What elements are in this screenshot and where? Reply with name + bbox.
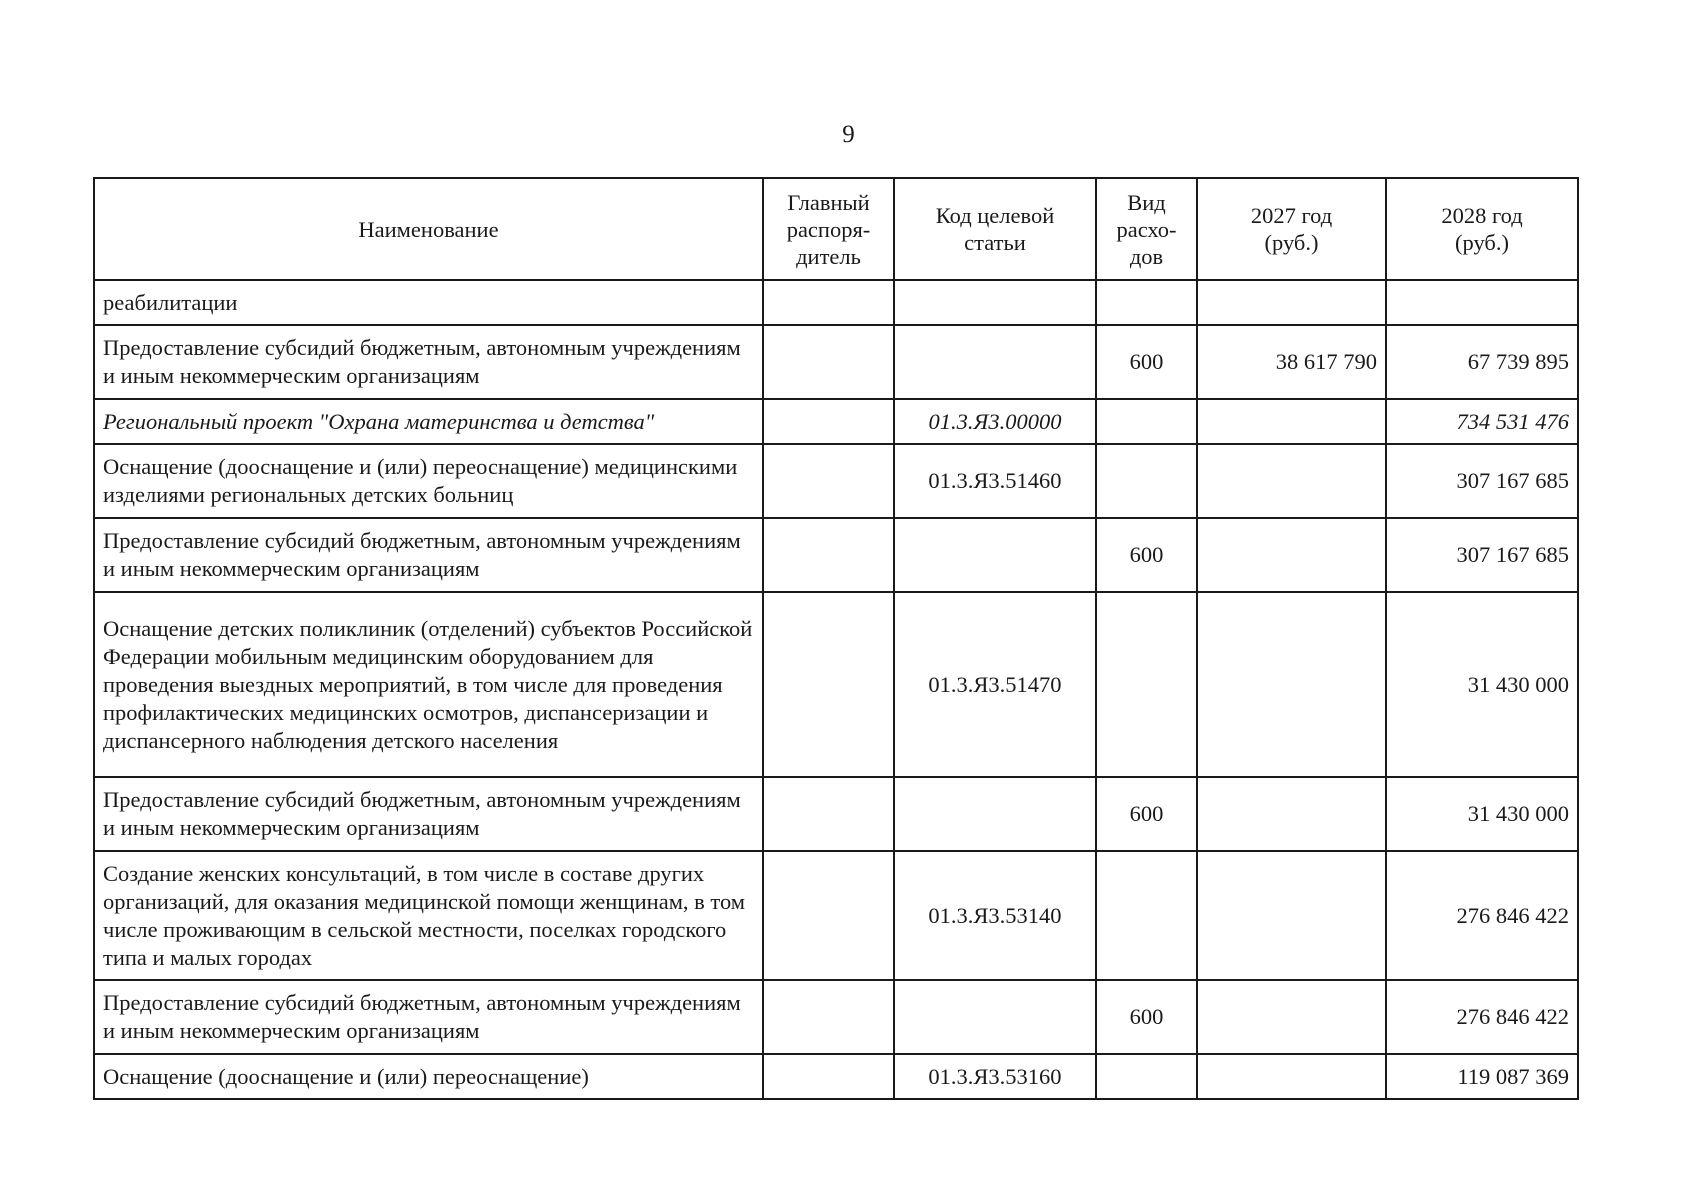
cell-2027: 38 617 790: [1197, 325, 1386, 399]
cell-2028: 276 846 422: [1386, 851, 1578, 980]
cell-2028: [1386, 280, 1578, 325]
cell-2028: 307 167 685: [1386, 444, 1578, 518]
cell-2027: [1197, 280, 1386, 325]
header-2028: 2028 год (руб.): [1386, 178, 1578, 280]
cell-code: [894, 518, 1096, 592]
cell-glavny: [763, 444, 894, 518]
cell-2028: 119 087 369: [1386, 1054, 1578, 1099]
table-row: [94, 777, 1578, 851]
cell-name: Предоставление субсидий бюджетным, автономным учреждениям и иным некоммерческим организациям: [94, 980, 763, 1054]
cell-name: реабилитации: [94, 280, 763, 325]
cell-glavny: [763, 399, 894, 444]
table-row: [94, 280, 1578, 325]
budget-table: [93, 177, 1579, 1100]
cell-glavny: [763, 518, 894, 592]
cell-name: Оснащение (дооснащение и (или) переоснащение) медицинскими изделиями региональных детских больниц: [94, 444, 763, 518]
cell-vid: 600: [1096, 980, 1197, 1054]
cell-code: [894, 325, 1096, 399]
header-2027: 2027 год (руб.): [1197, 178, 1386, 280]
cell-name: Предоставление субсидий бюджетным, автономным учреждениям и иным некоммерческим организациям: [94, 777, 763, 851]
header-glavny: Главный распоря- дитель: [763, 178, 894, 280]
cell-name: Оснащение (дооснащение и (или) переоснащение): [94, 1054, 763, 1099]
cell-2028: 307 167 685: [1386, 518, 1578, 592]
cell-vid: [1096, 399, 1197, 444]
cell-vid: 600: [1096, 325, 1197, 399]
table-row: [94, 980, 1578, 1054]
table-header-row: [94, 178, 1578, 280]
cell-name: Региональный проект "Охрана материнства и детства": [94, 399, 763, 444]
cell-2027: [1197, 851, 1386, 980]
cell-2028: 734 531 476: [1386, 399, 1578, 444]
cell-vid: 600: [1096, 518, 1197, 592]
cell-vid: [1096, 444, 1197, 518]
cell-2028: 31 430 000: [1386, 777, 1578, 851]
cell-glavny: [763, 280, 894, 325]
cell-2027: [1197, 444, 1386, 518]
table-row: [94, 1054, 1578, 1099]
cell-name: Предоставление субсидий бюджетным, автономным учреждениям и иным некоммерческим организациям: [94, 518, 763, 592]
table-row: [94, 851, 1578, 980]
cell-glavny: [763, 777, 894, 851]
cell-code: 01.3.Я3.53160: [894, 1054, 1096, 1099]
cell-2027: [1197, 980, 1386, 1054]
cell-glavny: [763, 592, 894, 777]
cell-2028: 67 739 895: [1386, 325, 1578, 399]
page-number: 9: [842, 121, 855, 148]
cell-name: Предоставление субсидий бюджетным, автономным учреждениям и иным некоммерческим организациям: [94, 325, 763, 399]
cell-vid: 600: [1096, 777, 1197, 851]
cell-code: [894, 980, 1096, 1054]
header-vid: Вид расхо- дов: [1096, 178, 1197, 280]
cell-vid: [1096, 851, 1197, 980]
table-row: [94, 399, 1578, 444]
table-row: [94, 592, 1578, 777]
cell-name: Создание женских консультаций, в том числе в составе других организаций, для оказания медицинской помощи женщинам, в том числе проживающим в сельской местности, поселках городского типа и малых городах: [94, 851, 763, 980]
cell-glavny: [763, 1054, 894, 1099]
cell-2028: 276 846 422: [1386, 980, 1578, 1054]
cell-code: 01.3.Я3.51470: [894, 592, 1096, 777]
cell-2028: 31 430 000: [1386, 592, 1578, 777]
cell-vid: [1096, 592, 1197, 777]
cell-vid: [1096, 280, 1197, 325]
table-row: [94, 325, 1578, 399]
cell-glavny: [763, 325, 894, 399]
cell-2027: [1197, 399, 1386, 444]
cell-2027: [1197, 592, 1386, 777]
table-row: [94, 444, 1578, 518]
cell-2027: [1197, 1054, 1386, 1099]
cell-glavny: [763, 980, 894, 1054]
header-code: Код целевой статьи: [894, 178, 1096, 280]
cell-vid: [1096, 1054, 1197, 1099]
cell-code: [894, 280, 1096, 325]
cell-2027: [1197, 518, 1386, 592]
cell-code: 01.3.Я3.00000: [894, 399, 1096, 444]
cell-2027: [1197, 777, 1386, 851]
cell-glavny: [763, 851, 894, 980]
cell-code: 01.3.Я3.51460: [894, 444, 1096, 518]
cell-code: 01.3.Я3.53140: [894, 851, 1096, 980]
cell-name: Оснащение детских поликлиник (отделений) субъектов Российской Федерации мобильным медицинским оборудованием для проведения выездных мероприятий, в том числе для проведения профилактических медицинских осмотров, диспансеризации и диспансерного наблюдения детского населения: [94, 592, 763, 777]
header-name: Наименование: [94, 178, 763, 280]
table-row: [94, 518, 1578, 592]
cell-code: [894, 777, 1096, 851]
